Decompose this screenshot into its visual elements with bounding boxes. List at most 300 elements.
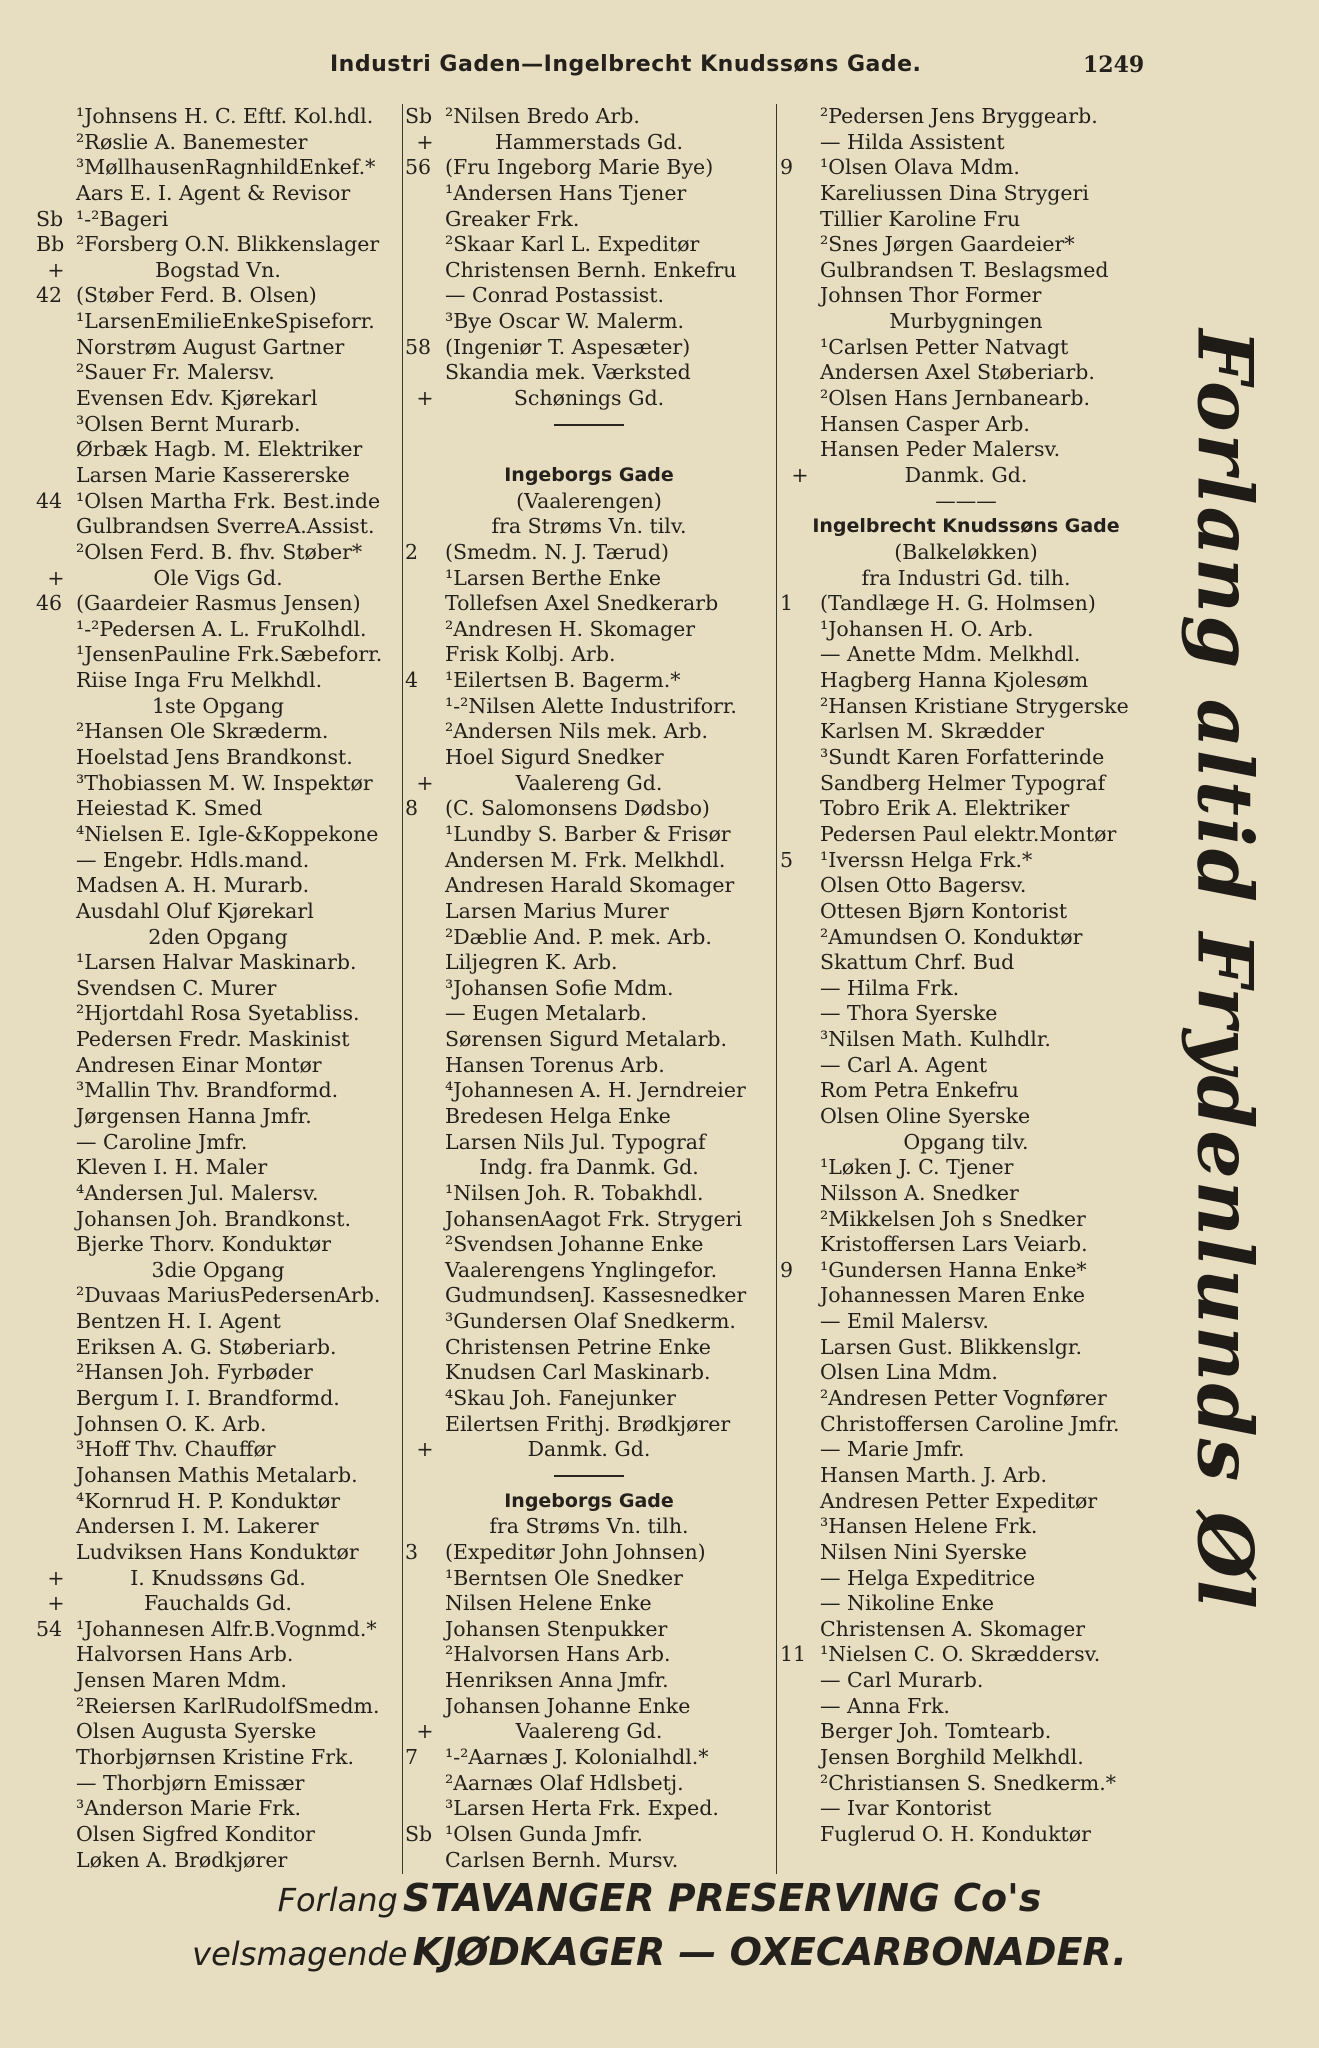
house-number: 11 [780, 1642, 807, 1667]
directory-entry [405, 104, 773, 130]
directory-entry [36, 1309, 400, 1335]
entry-text: Bergum I. I. Brandformd. [76, 1386, 340, 1411]
entry-text: ¹LarsenEmilieEnkeSpiseforr. [76, 309, 375, 334]
house-number: 5 [780, 847, 794, 872]
directory-entry [405, 207, 773, 233]
directory-entry [405, 1591, 773, 1617]
directory-entry [36, 1232, 400, 1258]
directory-entry [405, 1694, 773, 1720]
entry-text: ²Aarnæs Olaf Hdlsbetj. [445, 1770, 684, 1795]
entry-text: ¹Andersen Hans Tjener [445, 180, 687, 205]
directory-entry [405, 1412, 773, 1438]
directory-entry [405, 925, 773, 951]
entry-text: ¹Larsen Berthe Enke [445, 565, 662, 590]
street-heading [405, 1489, 773, 1515]
entry-text: ¹JensenPauline Frk.Sæbeforr. [76, 642, 383, 667]
entry-text: Norstrøm August Gartner [76, 334, 345, 359]
house-number: + [416, 386, 434, 411]
entry-text: Aars E. I. Agent & Revisor [76, 180, 351, 205]
house-number: 4 [405, 668, 419, 693]
entry-text: (C. Salomonsens Dødsbo) [445, 796, 710, 821]
entry-text: Ausdahl Oluf Kjørekarl [76, 898, 314, 923]
entry-text: Olsen Sigfred Konditor [76, 1821, 315, 1846]
entry-text: ²Amundsen O. Konduktør [820, 924, 1083, 949]
entry-text: Larsen Marius Murer [445, 898, 669, 923]
directory-entry [780, 694, 1152, 720]
entry-text: Hagberg Hanna Kjolesøm [820, 668, 1089, 693]
entry-text: JohansenAagot Frk. Strygeri [445, 1206, 743, 1231]
directory-entry [780, 899, 1152, 925]
directory-entry [405, 232, 773, 258]
section-label [780, 566, 1152, 592]
house-number: Bb [36, 232, 65, 257]
house-number: + [416, 1437, 434, 1462]
entry-text: Rom Petra Enkefru [820, 1078, 1019, 1103]
directory-entry [780, 1566, 1152, 1592]
side-advertisement [1160, 329, 1290, 1611]
entry-text: ⁴Kornrud H. P. Konduktør [76, 1488, 340, 1513]
entry-text: Olsen Lina Mdm. [820, 1360, 998, 1385]
entry-text: Jensen Maren Mdm. [76, 1668, 287, 1693]
house-number: 56 [405, 155, 432, 180]
entry-text: ³Thobiassen M. W. Inspektør [76, 770, 373, 795]
entry-text: — Caroline Jmfr. [76, 1129, 248, 1154]
entry-text: Knudsen Carl Maskinarb. [445, 1360, 711, 1385]
directory-entry [780, 1822, 1152, 1848]
house-number: Sb [405, 104, 433, 128]
directory-entry [780, 1155, 1152, 1181]
directory-entry [36, 899, 400, 925]
directory-entry [780, 335, 1152, 361]
section-rule [405, 1463, 773, 1489]
entry-text: Frisk Kolbj. Arb. [445, 642, 616, 667]
section-rule [405, 412, 773, 438]
entry-text: — Anna Frk. [820, 1693, 950, 1718]
entry-text: ²Svendsen Johanne Enke [445, 1232, 704, 1257]
directory-entry [780, 1617, 1152, 1643]
entry-text: ¹Carlsen Petter Natvagt [820, 334, 1069, 359]
entry-text: Johansen Mathis Metalarb. [76, 1462, 358, 1487]
entry-text: Eilertsen Frithj. Brødkjører [445, 1411, 731, 1436]
entry-text: ⁴Johannesen A. H. Jerndreier [445, 1078, 746, 1103]
directory-entry [780, 1386, 1152, 1412]
house-number: + [416, 770, 434, 795]
directory-entry [405, 1848, 773, 1874]
directory-entry [36, 386, 400, 412]
directory-entry [36, 591, 400, 617]
entry-text: Halvorsen Hans Arb. [76, 1642, 294, 1667]
entry-text: Christensen A. Skomager [820, 1616, 1086, 1641]
entry-text: ¹-²Aarnæs J. Kolonialhdl.* [445, 1745, 709, 1769]
entry-text: ¹Olsen Martha Frk. Best.inde [76, 488, 381, 513]
entry-text: Kleven I. H. Maler [76, 1155, 268, 1180]
entry-text: ³Hoff Thv. Chauffør [76, 1437, 276, 1462]
directory-entry [780, 642, 1152, 668]
directory-entry [780, 1232, 1152, 1258]
directory-entry [36, 412, 400, 438]
section-label [405, 1437, 773, 1463]
directory-entry [780, 1283, 1152, 1309]
entry-text: Indg. fra Danmk. Gd. [479, 1155, 699, 1180]
entry-text: Jørgensen Hanna Jmfr. [76, 1103, 312, 1128]
entry-text: ⁴Andersen Jul. Malersv. [76, 1180, 319, 1205]
directory-entry [405, 822, 773, 848]
entry-text: ²Andersen Nils mek. Arb. [445, 719, 709, 744]
house-number: Sb [405, 1821, 433, 1846]
entry-text: — Hilda Assistent [820, 129, 1005, 154]
directory-entry [405, 1027, 773, 1053]
directory-entry [405, 155, 773, 181]
entry-text: Tobro Erik A. Elektriker [820, 796, 1070, 821]
entry-text: Bredesen Helga Enke [445, 1103, 671, 1128]
directory-entry [36, 1668, 400, 1694]
house-number: 9 [780, 155, 794, 180]
directory-entry [405, 1078, 773, 1104]
entry-text: (Expeditør John Johnsen) [445, 1539, 706, 1564]
entry-text: Ottesen Bjørn Kontorist [820, 898, 1068, 923]
entry-text: ⁴Nielsen E. Igle-&Koppekone [76, 821, 379, 846]
entry-text: — Thorbjørn Emissær [76, 1770, 305, 1795]
directory-entry [405, 1566, 773, 1592]
directory-entry [780, 1258, 1152, 1284]
footer-ad-brand: STAVANGER PRESERVING Co's [402, 1876, 1042, 1920]
directory-entry [405, 976, 773, 1002]
entry-text: ¹Lundby S. Barber & Frisør [445, 821, 731, 846]
directory-entry [780, 950, 1152, 976]
directory-entry [405, 1232, 773, 1258]
entry-text: ⁴Skau Joh. Fanejunker [445, 1386, 676, 1411]
entry-text: ³Gundersen Olaf Snedkerm. [445, 1309, 736, 1334]
directory-entry [405, 360, 773, 386]
entry-text: ²Olsen Ferd. B. fhv. Støber* [76, 539, 363, 564]
entry-text: ²Reiersen KarlRudolfSmedm. [76, 1693, 380, 1718]
directory-entry [36, 1181, 400, 1207]
entry-text: Christensen Bernh. Enkefru [445, 257, 737, 282]
directory-entry [36, 437, 400, 463]
directory-entry [405, 335, 773, 361]
entry-text: ¹Nielsen C. O. Skræddersv. [820, 1642, 1101, 1667]
entry-text: Nilsson A. Snedker [820, 1180, 1019, 1205]
section-label [405, 386, 773, 412]
directory-entry [405, 1130, 773, 1156]
entry-text: Eriksen A. G. Støberiarb. [76, 1334, 337, 1359]
entry-text: Gulbrandsen SverreA.Assist. [76, 514, 375, 539]
entry-text: ²Duvaas MariusPedersenArb. [76, 1283, 381, 1308]
entry-text: Gulbrandsen T. Beslagsmed [820, 257, 1109, 282]
directory-column-1 [36, 104, 400, 1873]
entry-text: Bogstad Vn. [155, 257, 281, 282]
street-heading [780, 514, 1152, 540]
directory-entry [780, 1719, 1152, 1745]
entry-text: Vaalereng Gd. [515, 770, 663, 795]
entry-text: ³Mallin Thv. Brandformd. [76, 1078, 339, 1103]
entry-text: ²Hansen Kristiane Strygerske [820, 693, 1129, 718]
house-number: 7 [405, 1745, 419, 1769]
entry-text: Johnsen Thor Former [820, 283, 1042, 308]
page-header [0, 52, 1319, 92]
directory-entry [780, 1642, 1152, 1668]
entry-text: Johnsen O. K. Arb. [76, 1411, 267, 1436]
section-label [780, 1130, 1152, 1156]
entry-text: 2den Opgang [148, 924, 288, 949]
directory-entry [780, 283, 1152, 309]
directory-entry [780, 848, 1152, 874]
entry-text: ²Mikkelsen Joh s Snedker [820, 1206, 1086, 1231]
entry-text: Ingelbrecht Knudssøns Gade [812, 515, 1120, 538]
directory-entry [780, 1540, 1152, 1566]
entry-text: ¹Johannesen Alfr.B.Vognmd.* [76, 1616, 377, 1641]
entry-text: ¹Berntsen Ole Snedker [445, 1565, 683, 1590]
house-number: 42 [36, 283, 63, 308]
directory-entry [780, 386, 1152, 412]
section-label [405, 1719, 773, 1745]
entry-text: Larsen Nils Jul. Typograf [445, 1129, 706, 1154]
entry-text: ²Forsberg O.N. Blikkenslager [76, 232, 380, 257]
entry-text: ³Sundt Karen Forfatterinde [820, 745, 1105, 770]
entry-text: Andersen M. Frk. Melkhdl. [445, 847, 726, 872]
entry-text: 1ste Opgang [151, 693, 285, 718]
entry-text: ²Snes Jørgen Gaardeier* [820, 232, 1075, 257]
directory-entry [405, 540, 773, 566]
directory-entry [405, 1207, 773, 1233]
directory-entry [780, 1745, 1152, 1771]
directory-entry [405, 899, 773, 925]
directory-entry [780, 1796, 1152, 1822]
entry-text: — Ivar Kontorist [820, 1796, 992, 1821]
directory-entry [780, 1335, 1152, 1361]
directory-entry [36, 1078, 400, 1104]
house-number: 1 [780, 591, 794, 616]
side-advertisement-text: Forlang altid Frydenlunds Øl [1180, 329, 1270, 1611]
entry-text: Fauchalds Gd. [144, 1591, 292, 1616]
directory-entry [405, 1104, 773, 1130]
entry-text: Johannessen Maren Enke [820, 1283, 1085, 1308]
directory-entry [780, 1104, 1152, 1130]
directory-entry [780, 1437, 1152, 1463]
directory-entry [780, 1668, 1152, 1694]
entry-text: Hoelstad Jens Brandkonst. [76, 745, 353, 770]
entry-text: (Tandlæge H. G. Holmsen) [820, 591, 1096, 616]
column-divider-1 [402, 104, 403, 1874]
footer-ad-velsmagende: velsmagende [192, 1935, 408, 1973]
house-number: 58 [405, 334, 432, 359]
entry-text: ²Sauer Fr. Malersv. [76, 360, 275, 385]
entry-text: Hoel Sigurd Snedker [445, 745, 664, 770]
directory-entry [780, 1001, 1152, 1027]
house-number: + [416, 1719, 434, 1744]
directory-entry [36, 642, 400, 668]
entry-text: ²Christiansen S. Snedkerm.* [820, 1770, 1116, 1795]
directory-entry [405, 1309, 773, 1335]
directory-entry [36, 1027, 400, 1053]
directory-entry [405, 1283, 773, 1309]
entry-text: Johansen Stenpukker [445, 1616, 668, 1641]
directory-entry [36, 1053, 400, 1079]
entry-text: Andersen I. M. Lakerer [76, 1514, 319, 1539]
directory-entry [405, 1642, 773, 1668]
directory-entry [36, 335, 400, 361]
page-number: 1249 [1083, 52, 1145, 78]
directory-entry [36, 848, 400, 874]
directory-entry [36, 1463, 400, 1489]
entry-text: Vaalerengens Ynglingefor. [445, 1257, 718, 1282]
directory-entry [405, 1258, 773, 1284]
entry-text: Henriksen Anna Jmfr. [445, 1668, 669, 1693]
directory-entry [36, 1617, 400, 1643]
directory-entry [36, 130, 400, 156]
entry-text: Pedersen Fredr. Maskinist [76, 1027, 350, 1052]
directory-entry [780, 976, 1152, 1002]
directory-entry [36, 976, 400, 1002]
entry-text: Olsen Otto Bagersv. [820, 873, 1027, 898]
entry-text: ¹Løken J. C. Tjener [820, 1155, 1014, 1180]
directory-entry [36, 873, 400, 899]
house-number: + [47, 257, 65, 282]
entry-text: — Eugen Metalarb. [445, 1001, 647, 1026]
entry-text: Christoffersen Caroline Jmfr. [820, 1411, 1120, 1436]
section-label [405, 489, 773, 515]
entry-text: Danmk. Gd. [527, 1437, 651, 1462]
directory-entry [36, 796, 400, 822]
directory-entry [36, 745, 400, 771]
directory-entry [36, 1796, 400, 1822]
directory-entry [780, 745, 1152, 771]
directory-entry [36, 360, 400, 386]
footer-ad-line-1 [0, 1876, 1319, 1920]
entry-text: ¹Eilertsen B. Bagerm.* [445, 668, 681, 693]
directory-entry [780, 617, 1152, 643]
entry-text: fra Strøms Vn. tilv. [491, 514, 687, 539]
directory-entry [405, 283, 773, 309]
house-number: 2 [405, 539, 419, 564]
directory-entry [780, 181, 1152, 207]
directory-entry [405, 566, 773, 592]
directory-entry [36, 232, 400, 258]
entry-text: Evensen Edv. Kjørekarl [76, 386, 318, 411]
directory-entry [36, 207, 400, 233]
entry-text: ²Nilsen Bredo Arb. [445, 104, 640, 128]
entry-text: Olsen Oline Syerske [820, 1103, 1031, 1128]
entry-text: GudmundsenJ. Kassesnedker [445, 1283, 747, 1308]
entry-text: Carlsen Bernh. Mursv. [445, 1847, 679, 1872]
directory-entry [780, 258, 1152, 284]
directory-entry [780, 1463, 1152, 1489]
directory-entry [36, 1130, 400, 1156]
entry-text: Ole Vigs Gd. [153, 565, 283, 590]
entry-text: ²Pedersen Jens Bryggearb. [820, 104, 1098, 128]
house-number: + [47, 1591, 65, 1616]
directory-entry [780, 719, 1152, 745]
section-label [780, 309, 1152, 335]
entry-text: ¹Johansen H. O. Arb. [820, 616, 1034, 641]
house-number: + [47, 565, 65, 590]
entry-text: ——— [935, 488, 997, 513]
entry-text: ¹Johnsens H. C. Eftf. Kol.hdl. [76, 104, 374, 128]
footer-ad-line-2 [0, 1930, 1319, 1974]
entry-text: — Carl A. Agent [820, 1052, 988, 1077]
section-label [405, 514, 773, 540]
directory-entry [780, 104, 1152, 130]
section-label [36, 694, 400, 720]
directory-entry [780, 771, 1152, 797]
entry-text: ²Hjortdahl Rosa Syetabliss. [76, 1001, 360, 1026]
entry-text: Vaalereng Gd. [515, 1719, 663, 1744]
entry-text: — Emil Malersv. [820, 1309, 989, 1334]
entry-text: — Hilma Frk. [820, 975, 960, 1000]
directory-entry [36, 771, 400, 797]
entry-text: Hansen Casper Arb. [820, 411, 1030, 436]
directory-entry [780, 1412, 1152, 1438]
section-label [36, 1566, 400, 1592]
entry-text: ³Larsen Herta Frk. Exped. [445, 1796, 719, 1821]
entry-text: ¹Olsen Olava Mdm. [820, 155, 1020, 180]
entry-text: Opgang tilv. [903, 1129, 1029, 1154]
entry-text: Larsen Gust. Blikkenslgr. [820, 1334, 1082, 1359]
section-label [405, 1155, 773, 1181]
entry-text: Løken A. Brødkjører [76, 1847, 288, 1872]
directory-entry [780, 1181, 1152, 1207]
entry-text: ¹Larsen Halvar Maskinarb. [76, 950, 357, 975]
entry-text: ¹Nilsen Joh. R. Tobakhdl. [445, 1180, 704, 1205]
directory-entry [405, 1181, 773, 1207]
directory-entry [36, 309, 400, 335]
directory-entry [36, 1642, 400, 1668]
entry-text: (Ingeniør T. Aspesæter) [445, 334, 691, 359]
entry-text: Andersen Axel Støberiarb. [820, 360, 1095, 385]
directory-entry [36, 155, 400, 181]
entry-text: ²Hansen Joh. Fyrbøder [76, 1360, 313, 1385]
section-label [780, 463, 1152, 489]
directory-entry [405, 745, 773, 771]
entry-text: Christensen Petrine Enke [445, 1334, 711, 1359]
entry-text: ²Andresen Petter Vognfører [820, 1386, 1107, 1411]
entry-text: Madsen A. H. Murarb. [76, 873, 310, 898]
entry-text: Skandia mek. Værksted [445, 360, 691, 385]
entry-text: Jensen Borghild Melkhdl. [820, 1745, 1084, 1769]
directory-entry [405, 719, 773, 745]
directory-entry [780, 1053, 1152, 1079]
entry-text: ¹Iverssn Helga Frk.* [820, 847, 1033, 872]
entry-text: Sandberg Helmer Typograf [820, 770, 1106, 795]
directory-entry [36, 1001, 400, 1027]
directory-entry [780, 1360, 1152, 1386]
entry-text: Heiestad K. Smed [76, 796, 263, 821]
entry-text: ³Olsen Bernt Murarb. [76, 411, 301, 436]
house-number: 44 [36, 488, 63, 513]
directory-entry [405, 437, 773, 463]
directory-entry [405, 1540, 773, 1566]
house-number: 3 [405, 1539, 419, 1564]
directory-entry [405, 950, 773, 976]
directory-entry [36, 1155, 400, 1181]
entry-text: Andresen Harald Skomager [445, 873, 735, 898]
entry-text: Hansen Marth. J. Arb. [820, 1462, 1048, 1487]
entry-text: Thorbjørnsen Kristine Frk. [76, 1745, 355, 1769]
entry-text: ³Hansen Helene Frk. [820, 1514, 1038, 1539]
section-label [36, 1591, 400, 1617]
entry-text: ¹Olsen Gunda Jmfr. [445, 1821, 643, 1846]
directory-entry [36, 540, 400, 566]
directory-entry [36, 1514, 400, 1540]
entry-text: ¹-²Pedersen A. L. FruKolhdl. [76, 616, 367, 641]
directory-entry [780, 437, 1152, 463]
directory-entry [36, 1489, 400, 1515]
entry-text: Hansen Peder Malersv. [820, 437, 1061, 462]
entry-text: ²Hansen Ole Skræderm. [76, 719, 329, 744]
directory-entry [780, 412, 1152, 438]
directory-entry [36, 514, 400, 540]
house-number: 46 [36, 591, 63, 616]
